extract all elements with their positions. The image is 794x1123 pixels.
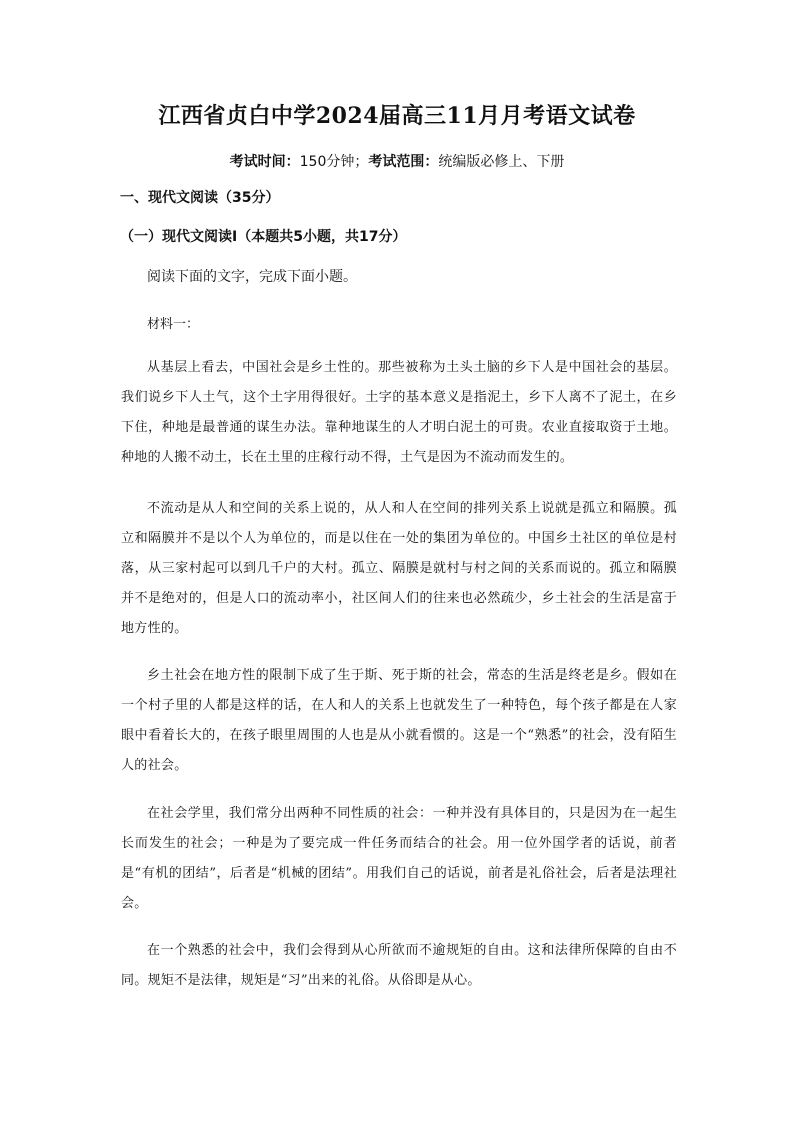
material-label: 材料一：	[147, 317, 200, 332]
exam-info	[0, 151, 794, 173]
passage-paragraph-4: 在社会学里，我们常分出两种不同性质的社会：一种并没有具体目的，只是因为在一起生长而发生的社会；一种是为了要完成一件任务而结合的社会。用一位外国学者的话说，前者是“有机的团结”，后者是“机械的团结”。用我们自己的话说，前者是礼俗社会，后者是法理社会。	[121, 806, 677, 911]
passage-paragraph-2: 不流动是从人和空间的关系上说的，从人和人在空间的排列关系上说就是孤立和隔膜。孤立和隔膜并不是以个人为单位的，而是以住在一处的集团为单位的。中国乡土社区的单位是村落，从三家村起可以到几千户的大村。孤立、隔膜是就村与村之间的关系而说的。孤立和隔膜并不是绝对的，但是人口的流动率小，社区间人们的往来也必然疏少，乡土社会的生活是富于地方性的。	[121, 501, 677, 636]
passage-paragraph-3: 乡土社会在地方性的限制下成了生于斯、死于斯的社会，常态的生活是终老是乡。假如在一个村子里的人都是这样的话，在人和人的关系上也就发生了一种特色，每个孩子都是在人家眼中看着长大的，在孩子眼里周围的人也是从小就看惯的。这是一个“熟悉”的社会，没有陌生人的社会。	[121, 668, 677, 773]
passage-paragraph-5: 在一个熟悉的社会中，我们会得到从心所欲而不逾规矩的自由。这和法律所保障的自由不同。规矩不是法律，规矩是“习”出来的礼俗。从俗即是从心。	[121, 943, 677, 988]
exam-scope-value: 统编版必修上、下册	[438, 154, 565, 170]
exam-title: 江西省贞白中学2024届高三11月月考语文试卷	[158, 103, 636, 129]
passage-paragraph-1: 从基层上看去，中国社会是乡土性的。那些被称为土头土脑的乡下人是中国社会的基层。我们说乡下人土气，这个土字用得很好。土字的基本意义是指泥土，乡下人离不了泥土，在乡下住，种地是最普通的谋生办法。靠种地谋生的人才明白泥土的可贵。农业直接取资于土地。种地的人搬不动土，长在土里的庄稼行动不得，土气是因为不流动而发生的。	[121, 360, 677, 465]
section-heading: 一、现代文阅读（35分）	[120, 190, 280, 206]
exam-time-value: 150分钟；	[299, 154, 369, 170]
reading-instruction: 阅读下面的文字，完成下面小题。	[147, 269, 357, 285]
exam-scope-label: 考试范围：	[368, 154, 439, 170]
subsection-heading: （一）现代文阅读Ⅰ（本题共5小题，共17分）	[120, 229, 407, 245]
exam-time-label: 考试时间：	[229, 154, 300, 170]
